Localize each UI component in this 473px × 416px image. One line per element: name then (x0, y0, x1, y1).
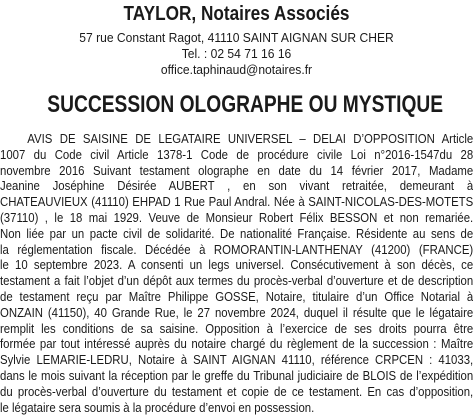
body-line: CHATEAUVIEUX (41110) EHPAD 1 Rue Paul Andral. Née à SAINT-NICOLAS-DES-MOTETS (0, 195, 473, 210)
body-line: 1007 du Code civil Article 1378-1 Code de procédure civile Loi n°2016-1547du 28 (0, 147, 473, 162)
body-line: (37110) , le 18 mai 1929. Veuve de Monsieur Robert Félix BESSON et non remariée. (0, 210, 473, 225)
body-line: le 10 septembre 2023. A consenti un legs universel. Consécutivement à son décès, ce (0, 258, 473, 273)
body-line: ONZAIN (41150), 40 Grande Rue, le 27 novembre 2024, duquel il résulte que le légataire (0, 305, 473, 320)
body-line: testament a fait l’objet d’un dépôt aux termes du procès-verbal d’ouverture et de description (0, 274, 473, 289)
body-line: remplit les conditions de sa saisine. Opposition à l’exercice de ses droits pourra être (0, 321, 473, 336)
body-line: Sylvie LEMARIE-LEDRU, Notaire à SAINT AIGNAN 41110, référence CRPCEN : 41033, (0, 353, 473, 368)
firm-phone: Tel. : 02 54 71 16 16 (181, 46, 292, 61)
body-line: formée par tout intéressé auprès du notaire chargé du règlement de la succession : Maître (0, 337, 473, 352)
body-line: Non liée par un pacte civil de solidarité. De nationalité Française. Résidente au sens de (0, 226, 473, 241)
body-line: de testament reçu par Maître Philippe GOSSE, Notaire, titulaire d’un Office Notarial à (0, 289, 473, 304)
notice-body (0, 132, 473, 416)
body-line: dans le mois suivant la réception par le greffe du Tribunal judiciaire de BLOIS de l’expédition (0, 368, 473, 383)
body-line: la réglementation fiscale. Décédée à ROMORANTIN-LANTHENAY (41200) (FRANCE) (0, 242, 473, 257)
body-line: AVIS DE SAISINE DE LEGATAIRE UNIVERSEL – DELAI D’OPPOSITION Article (27, 132, 473, 146)
firm-address: 57 rue Constant Ragot, 41110 SAINT AIGNAN SUR CHER (79, 30, 394, 45)
firm-email: office.taphinaud@notaires.fr (160, 62, 313, 77)
notice-title: SUCCESSION OLOGRAPHE OU MYSTIQUE (47, 91, 444, 118)
body-line: du procès-verbal d’ouverture du testament et copie de ce testament. En cas d’opposition, (0, 384, 473, 399)
body-line: le légataire sera soumis à la procédure d’envoi en possession. (0, 400, 315, 415)
body-line: novembre 2016 Suivant testament olographe en date du 14 février 2017, Madame (0, 163, 473, 178)
firm-name: TAYLOR, Notaires Associés (123, 3, 350, 25)
body-line: Jeanine Joséphine Désirée AUBERT , en son vivant retraitée, demeurant à (0, 179, 473, 194)
